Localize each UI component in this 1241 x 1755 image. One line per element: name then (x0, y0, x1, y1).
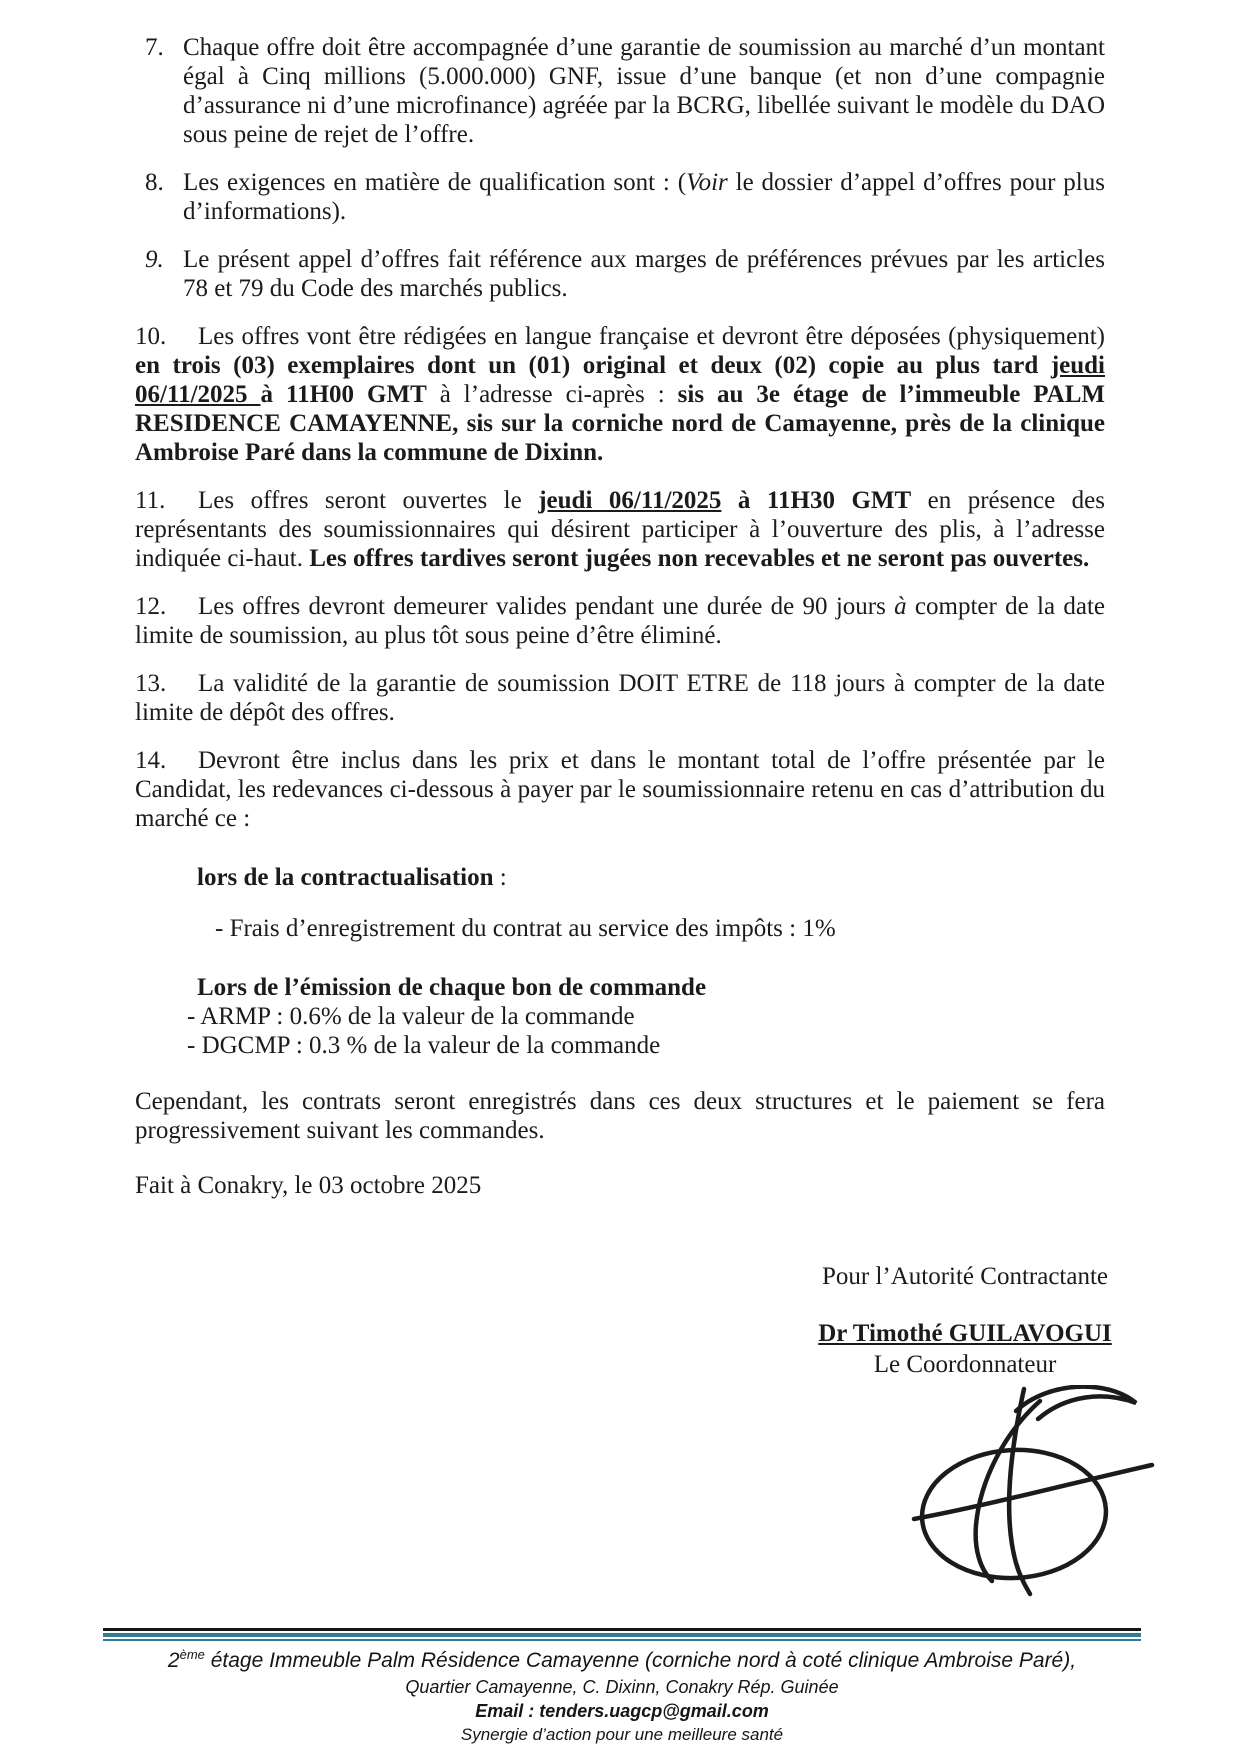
footer-rule-teal-thick (103, 1633, 1141, 1637)
fees-heading-contractualisation: lors de la contractualisation : (197, 864, 507, 891)
page-footer (103, 1628, 1141, 1745)
list-number: 13. (135, 670, 167, 697)
footer-quartier-line: Quartier Camayenne, C. Dixinn, Conakry Rép. Guinée (405, 1677, 839, 1697)
list-item-text: Les offres devront demeurer valides pendant une durée de 90 jours à compter de la date limite de soumission, au plus tôt sous peine d’être éliminé. (135, 593, 1105, 649)
list-item-7 (135, 33, 1105, 149)
list-number: 10. (135, 323, 167, 350)
fee-bullet-enregistrement: - Frais d’enregistrement du contrat au service des impôts : 1% (215, 915, 836, 942)
list-number: 12. (135, 593, 167, 620)
signature-for-line: Pour l’Autorité Contractante (821, 1263, 1109, 1290)
signatory-name: Dr Timothé GUILAVOGUI (818, 1320, 1112, 1347)
footer-slogan-line: Synergie d’action pour une meilleure santé (460, 1725, 784, 1744)
list-item-text: La validité de la garantie de soumission DOIT ETRE de 118 jours à compter de la date limite de dépôt des offres. (135, 670, 1105, 726)
list-item-13 (135, 669, 1105, 727)
list-item-11 (135, 486, 1105, 573)
list-item-10 (135, 322, 1105, 467)
signature-scribble-icon (900, 1385, 1162, 1597)
list-item-14 (135, 746, 1105, 833)
signature-block (775, 1262, 1155, 1597)
list-number: 8. (145, 169, 164, 196)
closing-paragraph: Cependant, les contrats seront enregistrés dans ces deux structures et le paiement se fera progressivement suivant les commandes. (135, 1088, 1105, 1144)
list-item-8 (135, 168, 1105, 226)
fee-bullet-dgcmp: - DGCMP : 0.3 % de la valeur de la commande (187, 1032, 661, 1059)
footer-email-line: Email : tenders.uagcp@gmail.com (475, 1701, 769, 1721)
list-item-9 (135, 245, 1105, 303)
list-number: 9. (145, 246, 164, 273)
list-item-text: Les offres vont être rédigées en langue française et devront être déposées (physiquement) en trois (03) exemplaires dont un (01) original et deux (02) copie au plus tard jeudi 06/11/2025 à 11H00 GMT à l’adresse ci-après : sis au 3e étage de l’immeuble PALM RESIDENCE CAMAYENNE, sis sur la corniche nord de Camayenne, près de la clinique Ambroise Paré dans la commune de Dixinn. (135, 323, 1106, 466)
list-item-12 (135, 592, 1105, 650)
list-item-text: Les exigences en matière de qualification sont : (Voir le dossier d’appel d’offres pour plus d’informations). (183, 169, 1105, 225)
list-item-text: Les offres seront ouvertes le jeudi 06/11/2025 à 11H30 GMT en présence des représentants des soumissionnaires qui désirent participer à l’ouverture des plis, à l’adresse indiquée ci-haut. Les offres tardives seront jugées non recevables et ne seront pas ouvertes. (135, 487, 1105, 572)
footer-rule-teal-thin (103, 1639, 1141, 1641)
list-item-text: Le présent appel d’offres fait référence aux marges de préférences prévues par les articles 78 et 79 du Code des marchés publics. (183, 246, 1105, 302)
list-number: 7. (145, 34, 164, 61)
footer-address-line: 2ème étage Immeuble Palm Résidence Camayenne (corniche nord à coté clinique Ambroise Paré), (167, 1647, 1077, 1672)
list-number: 14. (135, 747, 167, 774)
fees-heading-bon-de-commande: Lors de l’émission de chaque bon de commande (197, 974, 707, 1001)
signatory-role: Le Coordonnateur (873, 1351, 1057, 1378)
list-item-text: Chaque offre doit être accompagnée d’une garantie de soumission au marché d’un montant égal à Cinq millions (5.000.000) GNF, issue d’une banque (et non d’une compagnie d’assurance ni d’une microfinance) agréée par la BCRG, libellée suivant le modèle du DAO sous peine de rejet de l’offre. (183, 34, 1105, 148)
list-number: 11. (135, 487, 166, 514)
dateline: Fait à Conakry, le 03 octobre 2025 (135, 1172, 482, 1199)
footer-rule-black (103, 1628, 1141, 1631)
fee-bullet-armp: - ARMP : 0.6% de la valeur de la commande (187, 1003, 635, 1030)
list-item-text: Devront être inclus dans les prix et dans le montant total de l’offre présentée par le Candidat, les redevances ci-dessous à payer par le soumissionnaire retenu en cas d’attribution du marché ce : (135, 747, 1105, 832)
